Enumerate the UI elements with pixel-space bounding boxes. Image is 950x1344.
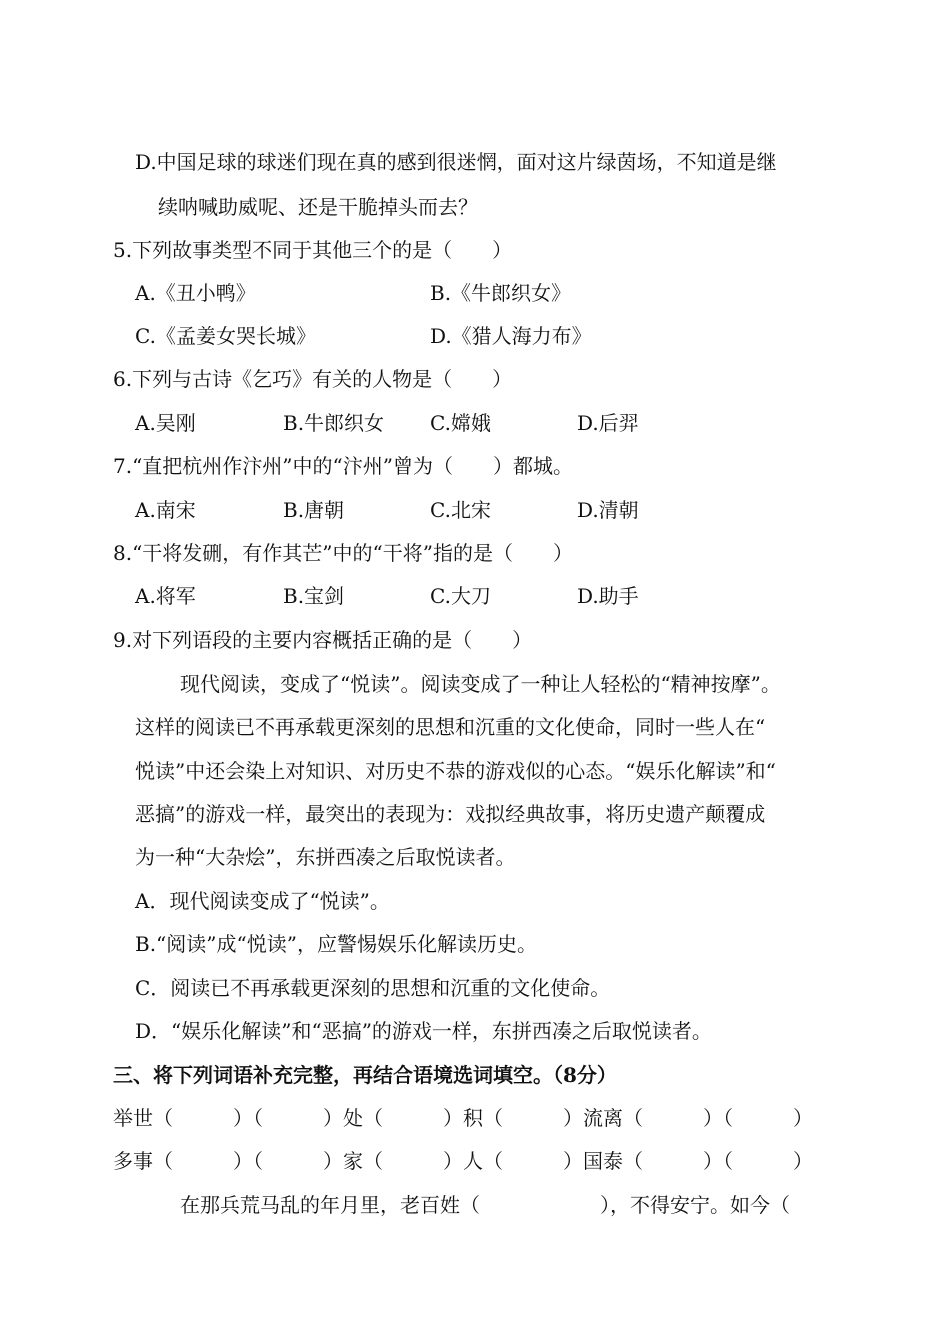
idiom-row-1: 举世（ ）（ ）处（ ）积（ ）流离（ ）（ ） [113,1106,813,1130]
option-c: C．阅读已不再承载更深刻的思想和沉重的文化使命。 [135,976,611,1000]
question-stem: 8.“干将发硎，有作其芒”中的“干将”指的是（ ） [113,541,573,565]
idiom-row-2: 多事（ ）（ ）家（ ）人（ ）国泰（ ）（ ） [113,1149,813,1173]
option-d-line1: D.中国足球的球迷们现在真的感到很迷惘，面对这片绿茵场，不知道是继 [135,150,777,174]
option-b: B.“阅读”成“悦读”，应警惕娱乐化解读历史。 [135,932,537,956]
option-d: D．“娱乐化解读”和“恶搞”的游戏一样，东拼西凑之后取悦读者。 [135,1019,712,1043]
option-c: C.大刀 [430,584,491,608]
question-stem: 6.下列与古诗《乞巧》有关的人物是（ ） [113,367,513,391]
option-b: B.《牛郎织女》 [430,281,572,305]
option-c: C.《孟姜女哭长城》 [135,324,316,348]
option-a: A.吴刚 [135,411,196,435]
question-stem: 5.下列故事类型不同于其他三个的是（ ） [113,238,513,262]
passage-line: 这样的阅读已不再承载更深刻的思想和沉重的文化使命，同时一些人在“ [135,715,766,739]
option-a: A．现代阅读变成了“悦读”。 [135,889,390,913]
option-a: A.将军 [135,584,196,608]
question-stem: 7.“直把杭州作汴州”中的“汴州”曾为（ ）都城。 [113,454,573,478]
option-d: D.助手 [577,584,639,608]
passage-line: 现代阅读，变成了“悦读”。阅读变成了一种让人轻松的“精神按摩”。 [180,672,781,696]
passage-line: 悦读”中还会染上对知识、对历史不恭的游戏似的心态。“娱乐化解读”和“ [135,759,776,783]
context-sentence: 在那兵荒马乱的年月里，老百姓（ ），不得安宁。如今（ [180,1193,790,1217]
option-a: A.《丑小鸭》 [135,281,256,305]
option-d-line2: 续呐喊助威呢、还是干脆掉头而去？ [158,195,478,219]
option-d: D.后羿 [577,411,639,435]
section-heading: 三、将下列词语补充完整，再结合语境选词填空。（8分） [113,1063,617,1087]
option-c: C.嫦娥 [430,411,491,435]
option-d: D.清朝 [577,498,639,522]
option-c: C.北宋 [430,498,491,522]
passage-line: 恶搞”的游戏一样，最突出的表现为：戏拟经典故事，将历史遗产颠覆成 [135,802,766,826]
option-b: B.唐朝 [283,498,345,522]
passage-line: 为一种“大杂烩”，东拼西凑之后取悦读者。 [135,845,516,869]
option-b: B.牛郎织女 [283,411,385,435]
question-stem: 9.对下列语段的主要内容概括正确的是（ ） [113,628,533,652]
option-b: B.宝剑 [283,584,345,608]
option-d: D.《猎人海力布》 [430,324,592,348]
option-a: A.南宋 [135,498,196,522]
